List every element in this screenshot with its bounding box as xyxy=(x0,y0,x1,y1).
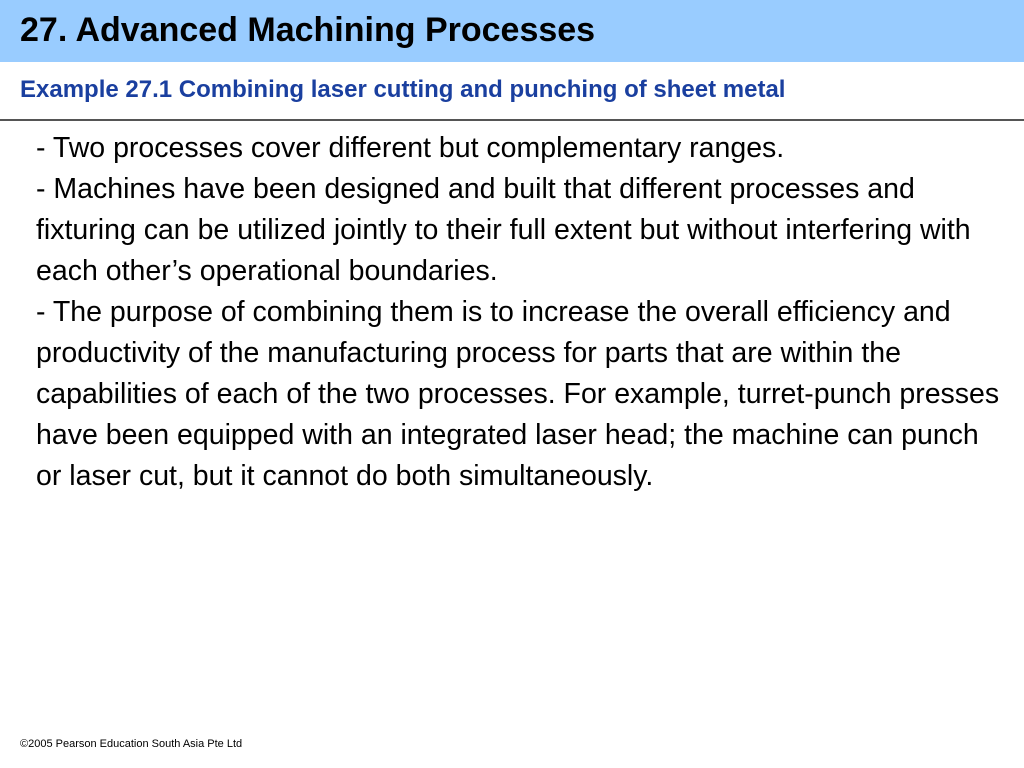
slide-title: 27. Advanced Machining Processes xyxy=(20,11,596,49)
body-paragraph-2: - Machines have been designed and built that different processes and fixturing can be utilized jointly to their full extent but without interfering with each other’s operational boundaries. xyxy=(36,173,971,287)
slide-subtitle: Example 27.1 Combining laser cutting and punching of sheet metal xyxy=(20,76,786,103)
slide-body xyxy=(36,128,1006,497)
header-divider xyxy=(0,119,1024,121)
title-bar xyxy=(0,0,1024,62)
body-paragraph-3: - The purpose of combining them is to increase the overall efficiency and productivity of the manufacturing process for parts that are within the capabilities of each of the two processes. For example, turret-punch presses have been equipped with an integrated laser head; the machine can punch or laser cut, but it cannot do both simultaneously. xyxy=(36,296,1000,492)
body-paragraph-1: - Two processes cover different but complementary ranges. xyxy=(36,132,785,164)
copyright-footer: ©2005 Pearson Education South Asia Pte Ltd xyxy=(20,738,243,750)
